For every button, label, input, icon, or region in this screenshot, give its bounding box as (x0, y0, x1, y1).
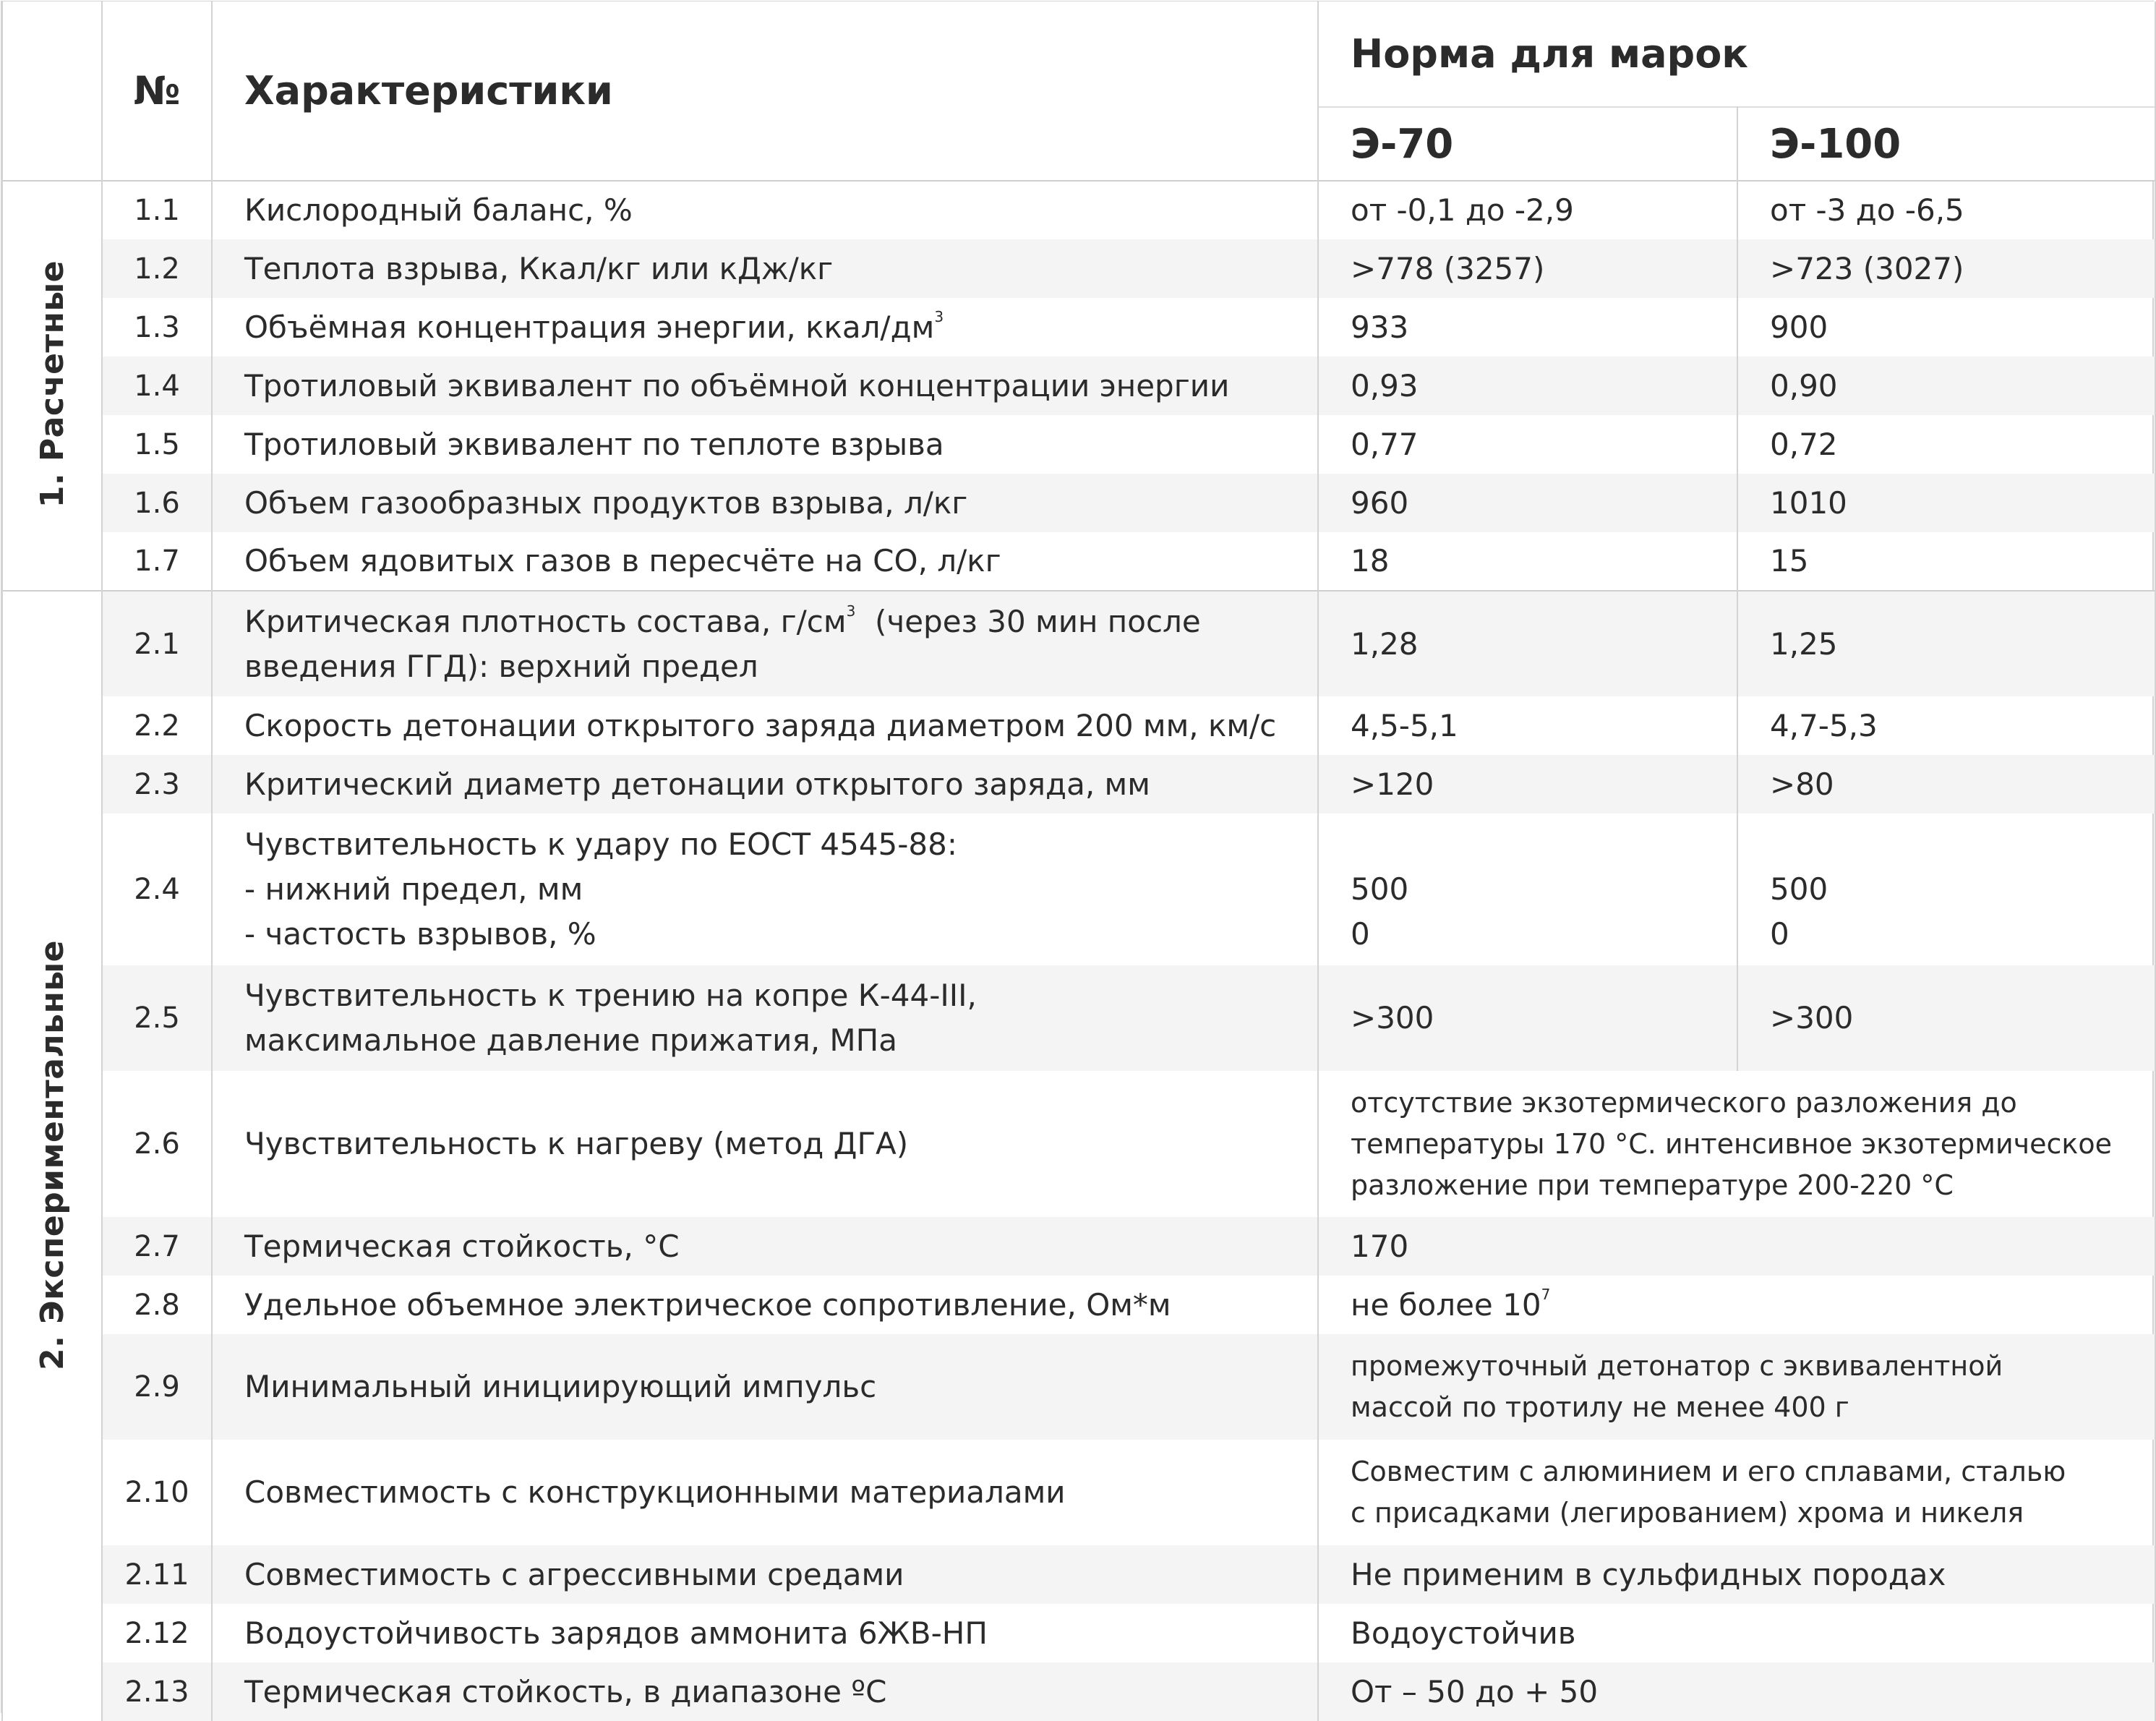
value-e100: 1010 (1737, 474, 2155, 532)
row-characteristic: Термическая стойкость, °С (212, 1217, 1318, 1276)
header-cell-empty (2, 1, 102, 181)
row-characteristic: Чувствительность к удару по ЕОСТ 4545-88: - нижний предел, мм - частость взрывов, % (212, 813, 1318, 965)
table-row (2, 696, 2155, 755)
value-e100: >300 (1737, 965, 2155, 1071)
table-row (2, 755, 2155, 813)
table-row (2, 298, 2155, 356)
table-row (2, 415, 2155, 474)
header-grade-e100: Э-100 (1737, 107, 2155, 181)
section-calculated (2, 181, 2155, 591)
table-row (2, 1440, 2155, 1545)
row-characteristic: Объем газообразных продуктов взрыва, л/кг (212, 474, 1318, 532)
row-number: 2.5 (102, 965, 212, 1071)
header-norm: Норма для марок (1318, 1, 2155, 107)
row-number: 1.3 (102, 298, 212, 356)
row-characteristic: Совместимость с конструкционными материалами (212, 1440, 1318, 1545)
table-row (2, 813, 2155, 965)
value-e70: >120 (1318, 755, 1737, 813)
row-characteristic: Теплота взрыва, Ккал/кг или кДж/кг (212, 239, 1318, 298)
section-experimental (2, 591, 2155, 1721)
value-merged: От – 50 до + 50 (1318, 1662, 2155, 1721)
row-number: 2.6 (102, 1071, 212, 1217)
row-number: 1.4 (102, 356, 212, 415)
value-e70: >778 (3257) (1318, 239, 1737, 298)
row-characteristic: Термическая стойкость, в диапазоне ºС (212, 1662, 1318, 1721)
header-number: № (102, 1, 212, 181)
header-grade-e70: Э-70 (1318, 107, 1737, 181)
table-row (2, 1545, 2155, 1604)
value-e70: 4,5-5,1 (1318, 696, 1737, 755)
value-e100: от -3 до -6,5 (1737, 181, 2155, 239)
row-characteristic: Чувствительность к нагреву (метод ДГА) (212, 1071, 1318, 1217)
row-number: 2.9 (102, 1334, 212, 1440)
table-row (2, 356, 2155, 415)
value-e70: 933 (1318, 298, 1737, 356)
value-e70: 18 (1318, 532, 1737, 591)
value-e100: 900 (1737, 298, 2155, 356)
row-number: 1.1 (102, 181, 212, 239)
value-e70: 960 (1318, 474, 1737, 532)
row-characteristic: Объёмная концентрация энергии, ккал/$дм^3$ (212, 298, 1318, 356)
row-characteristic: Тротиловый эквивалент по объёмной концентрации энергии (212, 356, 1318, 415)
row-number: 2.11 (102, 1545, 212, 1604)
table-row (2, 591, 2155, 696)
value-e70: 0,93 (1318, 356, 1737, 415)
value-merged: 170 (1318, 1217, 2155, 1276)
table-row (2, 1662, 2155, 1721)
characteristics-table (1, 1, 2156, 1721)
value-e100: 500 0 (1737, 813, 2155, 965)
row-characteristic: Объем ядовитых газов в пересчёте на СО, л/кг (212, 532, 1318, 591)
value-e100: 1,25 (1737, 591, 2155, 696)
row-number: 1.6 (102, 474, 212, 532)
table-row (2, 1071, 2155, 1217)
row-characteristic: Водоустойчивость зарядов аммонита 6ЖВ-НП (212, 1604, 1318, 1662)
row-characteristic: Кислородный баланс, % (212, 181, 1318, 239)
row-characteristic: Чувствительность к трению на копре К-44-III, максимальное давление прижатия, МПа (212, 965, 1318, 1071)
row-characteristic: Удельное объемное электрическое сопротивление, Ом*м (212, 1276, 1318, 1334)
value-merged: не более $10^7$ (1318, 1276, 2155, 1334)
value-e100: >723 (3027) (1737, 239, 2155, 298)
table-row (2, 1334, 2155, 1440)
row-number: 2.4 (102, 813, 212, 965)
value-e70: 1,28 (1318, 591, 1737, 696)
value-merged: Совместим с алюминием и его сплавами, сталью с присадками (легированием) хрома и никеля (1318, 1440, 2155, 1545)
row-characteristic: Критическая плотность состава, $г/см^3$ (через 30 мин после введения ГГД): верхний предел (212, 591, 1318, 696)
superscript: 3 (846, 602, 856, 620)
value-merged: Водоустойчив (1318, 1604, 2155, 1662)
group-label-calculated: 1. Расчетные (2, 181, 102, 591)
table-row (2, 239, 2155, 298)
table-row (2, 181, 2155, 239)
value-e70: от -0,1 до -2,9 (1318, 181, 1737, 239)
table-row (2, 965, 2155, 1071)
value-merged: промежуточный детонатор с эквивалентной массой по тротилу не менее 400 г (1318, 1334, 2155, 1440)
row-number: 2.12 (102, 1604, 212, 1662)
row-number: 2.2 (102, 696, 212, 755)
superscript: 7 (1541, 1285, 1551, 1303)
value-e100: 0,90 (1737, 356, 2155, 415)
table-row (2, 1217, 2155, 1276)
row-number: 1.7 (102, 532, 212, 591)
table-row (2, 1276, 2155, 1334)
value-merged: отсутствие экзотермического разложения до температуры 170 °С. интенсивное экзотермическое разложение при температуре 200-220 °С (1318, 1071, 2155, 1217)
row-characteristic: Совместимость с агрессивными средами (212, 1545, 1318, 1604)
value-e70: 500 0 (1318, 813, 1737, 965)
superscript: 3 (934, 307, 944, 325)
value-e100: 15 (1737, 532, 2155, 591)
row-characteristic: Критический диаметр детонации открытого заряда, мм (212, 755, 1318, 813)
value-e100: >80 (1737, 755, 2155, 813)
row-number: 2.7 (102, 1217, 212, 1276)
value-e70: 0,77 (1318, 415, 1737, 474)
value-e100: 0,72 (1737, 415, 2155, 474)
row-number: 2.1 (102, 591, 212, 696)
row-number: 1.5 (102, 415, 212, 474)
table-row (2, 532, 2155, 591)
value-e70: >300 (1318, 965, 1737, 1071)
group-label-experimental: 2. Экспериментальные (2, 591, 102, 1721)
row-number: 2.3 (102, 755, 212, 813)
row-number: 2.8 (102, 1276, 212, 1334)
table-row (2, 1604, 2155, 1662)
header-characteristics: Характеристики (212, 1, 1318, 181)
row-characteristic: Скорость детонации открытого заряда диаметром 200 мм, км/с (212, 696, 1318, 755)
row-characteristic: Минимальный инициирующий импульс (212, 1334, 1318, 1440)
row-characteristic: Тротиловый эквивалент по теплоте взрыва (212, 415, 1318, 474)
value-merged: Не применим в сульфидных породах (1318, 1545, 2155, 1604)
row-number: 2.10 (102, 1440, 212, 1545)
row-number: 1.2 (102, 239, 212, 298)
row-number: 2.13 (102, 1662, 212, 1721)
value-e100: 4,7-5,3 (1737, 696, 2155, 755)
table-row (2, 474, 2155, 532)
